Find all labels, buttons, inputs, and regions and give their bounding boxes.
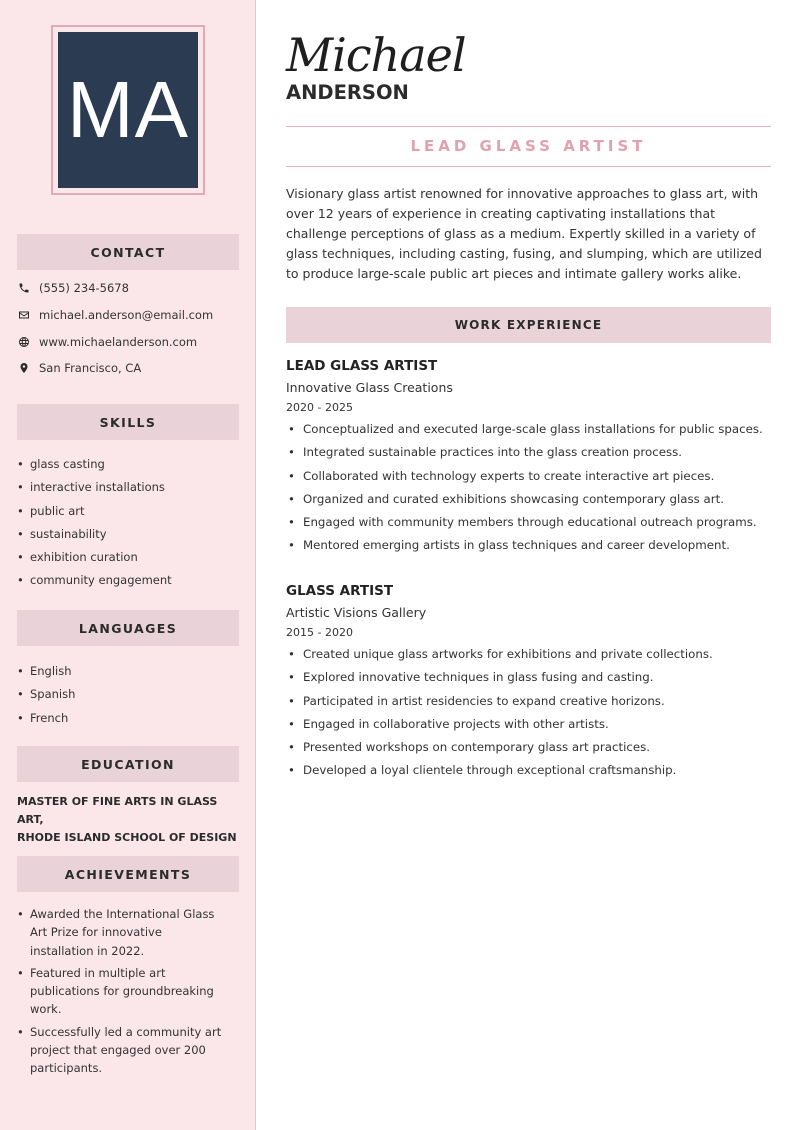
monogram: MA — [58, 32, 198, 188]
contact-email — [17, 306, 213, 324]
job-dates: 2015 - 2020 — [286, 626, 353, 639]
job-entry-2 — [286, 583, 776, 787]
email-link[interactable]: michael.anderson@email.com — [39, 308, 214, 322]
job-bullets — [286, 647, 776, 787]
list-item: • community engagement — [17, 569, 239, 592]
list-item: • French — [17, 707, 239, 730]
languages-heading: LANGUAGES — [17, 610, 239, 646]
website-link[interactable]: www.michaelanderson.com — [39, 335, 198, 349]
education-heading: EDUCATION — [17, 746, 239, 782]
list-item: • Featured in multiple art publications for groundbreaking work. — [17, 964, 229, 1019]
list-item: • English — [17, 660, 239, 683]
job-bullets — [286, 422, 776, 562]
list-item: • Developed a loyal clientele through exceptional craftsmanship. — [286, 763, 776, 786]
list-item: • Engaged with community members through educational outreach programs. — [286, 515, 776, 538]
list-item: • interactive installations — [17, 476, 239, 499]
list-item: • glass casting — [17, 453, 239, 476]
job-dates: 2020 - 2025 — [286, 401, 353, 414]
skills-heading: SKILLS — [17, 404, 239, 440]
sidebar — [0, 0, 256, 1130]
list-item: • Integrated sustainable practices into the glass creation process. — [286, 445, 776, 468]
contact-location — [17, 359, 141, 377]
location-text: San Francisco, CA — [39, 361, 142, 375]
list-item: • Engaged in collaborative projects with other artists. — [286, 717, 776, 740]
list-item: • Explored innovative techniques in glass fusing and casting. — [286, 670, 776, 693]
job-title: LEAD GLASS ARTIST — [410, 137, 647, 155]
title-rule-top — [286, 126, 771, 127]
globe-icon — [17, 335, 31, 349]
first-name: Michael — [286, 28, 466, 82]
main-content — [256, 0, 800, 1130]
job-company: Artistic Visions Gallery — [286, 605, 427, 620]
phone-icon — [17, 281, 31, 295]
list-item: • public art — [17, 500, 239, 523]
achievements-list — [17, 905, 229, 1078]
languages-list — [17, 660, 239, 730]
list-item: • Successfully led a community art project that engaged over 200 participants. — [17, 1023, 229, 1078]
job-role: GLASS ARTIST — [286, 583, 394, 599]
job-role: LEAD GLASS ARTIST — [286, 358, 438, 374]
map-pin-icon — [17, 361, 31, 375]
contact-heading: CONTACT — [17, 234, 239, 270]
list-item: • Participated in artist residencies to expand creative horizons. — [286, 694, 776, 717]
education-degree: MASTER OF FINE ARTS IN GLASS ART, RHODE ISLAND SCHOOL OF DESIGN — [17, 795, 237, 844]
monogram-frame — [51, 25, 205, 195]
summary: Visionary glass artist renowned for innovative approaches to glass art, with over 12 years of experience in creating captivating installations that challenge perceptions of glass as a medium. Expertly skilled in a variety of glass techniques, including casting, fusing, and slumping, which are utilized to produce large-scale public art pieces and intimate gallery works alike. — [286, 186, 762, 281]
list-item: • Conceptualized and executed large-scale glass installations for public spaces. — [286, 422, 776, 445]
list-item: • Awarded the International Glass Art Prize for innovative installation in 2022. — [17, 905, 229, 960]
list-item: • sustainability — [17, 523, 239, 546]
list-item: • Organized and curated exhibitions showcasing contemporary glass art. — [286, 492, 776, 515]
list-item: • Mentored emerging artists in glass techniques and career development. — [286, 538, 776, 561]
work-experience-heading: WORK EXPERIENCE — [286, 307, 771, 343]
contact-phone — [17, 279, 129, 297]
contact-website — [17, 333, 197, 351]
job-entry-1 — [286, 358, 776, 562]
last-name: ANDERSON — [286, 81, 409, 104]
job-company: Innovative Glass Creations — [286, 380, 453, 395]
list-item: • Collaborated with technology experts to create interactive art pieces. — [286, 469, 776, 492]
list-item: • Spanish — [17, 683, 239, 706]
achievements-heading: ACHIEVEMENTS — [17, 856, 239, 892]
title-rule-bottom — [286, 166, 771, 167]
skills-list — [17, 453, 239, 593]
mail-icon — [17, 308, 31, 322]
list-item: • Created unique glass artworks for exhibitions and private collections. — [286, 647, 776, 670]
phone-text: (555) 234-5678 — [39, 281, 129, 295]
list-item: • Presented workshops on contemporary glass art practices. — [286, 740, 776, 763]
list-item: • exhibition curation — [17, 546, 239, 569]
